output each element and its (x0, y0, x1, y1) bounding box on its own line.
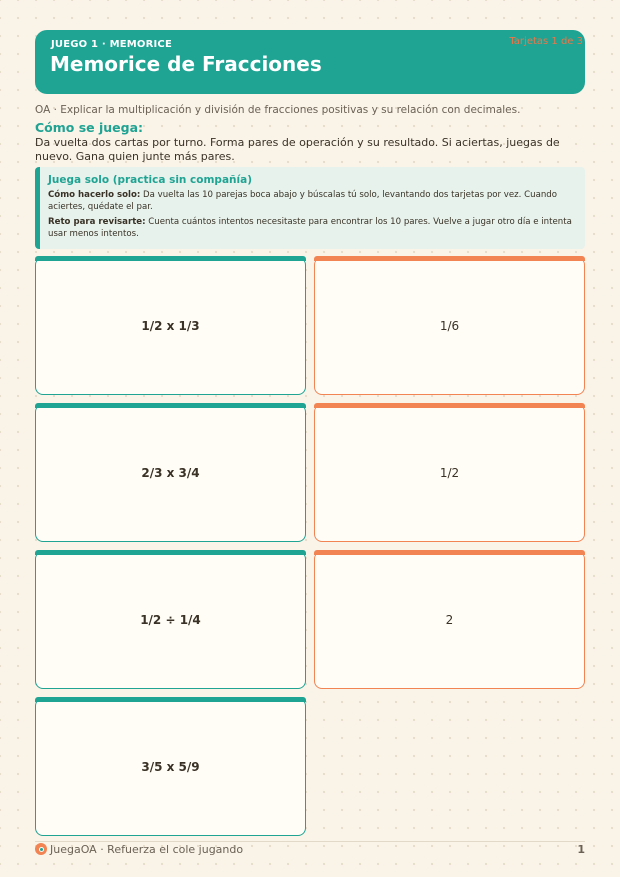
operation-card[interactable] (35, 551, 306, 689)
card-text: 2 (445, 613, 454, 627)
page-title: Memorice de Fracciones (50, 52, 322, 76)
howto-title: Cómo se juega: (35, 120, 144, 135)
page-number: 1 (577, 843, 585, 856)
solo-challenge-label: Reto para revisarte: (48, 217, 146, 227)
footer-divider (35, 841, 585, 842)
target-icon (35, 843, 47, 855)
solo-title: Juega solo (practica sin compañía) (48, 174, 252, 186)
solo-challenge-text: Cuenta cuántos intentos necesitaste para encontrar los 10 pares. Vuelve a jugar otro día e intenta usar menos intentos. (48, 217, 572, 239)
game-kicker: JUEGO 1 · MEMORICE (51, 39, 173, 50)
card-text: 1/2 (439, 466, 460, 480)
page-header (35, 30, 585, 94)
card-text: 3/5 x 5/9 (141, 760, 200, 774)
page-tag: Tarjetas 1 de 3 (509, 36, 583, 47)
operation-card[interactable] (35, 404, 306, 542)
solo-challenge (48, 216, 578, 240)
card-text: 1/2 x 1/3 (141, 319, 200, 333)
operation-card[interactable] (35, 257, 306, 395)
solo-play-box (35, 167, 585, 249)
card-text: 1/2 ÷ 1/4 (140, 613, 201, 627)
card-text: 2/3 x 3/4 (141, 466, 200, 480)
footer-brand: JuegaOA · Refuerza el cole jugando (50, 843, 244, 856)
learning-objective: OA · Explicar la multiplicación y división de fracciones positivas y su relación con decimales. (35, 104, 521, 116)
card-text: 1/6 (439, 319, 460, 333)
result-card[interactable] (314, 551, 585, 689)
solo-instruction-text: Da vuelta las 10 parejas boca abajo y búscalas tú solo, levantando dos tarjetas por vez. Cuando aciertes, quédate el par. (48, 190, 558, 212)
howto-text: Da vuelta dos cartas por turno. Forma pares de operación y su resultado. Si aciertas, juegas de nuevo. Gana quien junte más pares. (35, 136, 560, 163)
result-card[interactable] (314, 404, 585, 542)
solo-instruction-label: Cómo hacerlo solo: (48, 190, 141, 200)
result-card[interactable] (314, 257, 585, 395)
operation-card[interactable] (35, 698, 306, 836)
solo-instruction (48, 189, 578, 213)
